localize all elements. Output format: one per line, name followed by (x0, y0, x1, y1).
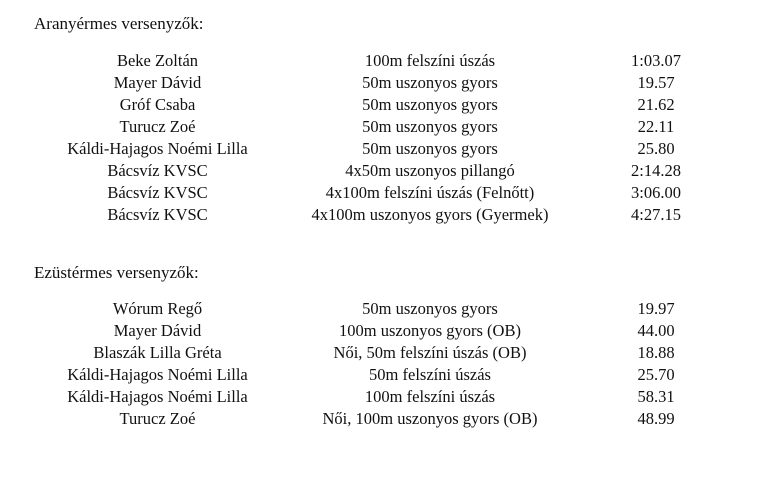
event-name: 100m felszíni úszás (364, 51, 496, 70)
competitor-name: Gróf Csaba (119, 95, 196, 114)
competitor-name: Beke Zoltán (116, 51, 199, 70)
result-time: 25.80 (637, 139, 675, 158)
result-time: 48.99 (637, 409, 675, 428)
result-time: 44.00 (637, 321, 675, 340)
competitor-name: Turucz Zoé (119, 409, 196, 428)
result-time: 1:03.07 (631, 51, 681, 70)
event-name: 50m uszonyos gyors (362, 95, 498, 114)
event-name: 50m felszíni úszás (369, 365, 491, 384)
result-time: 21.62 (637, 95, 675, 114)
table-row (0, 204, 773, 226)
competitor-name: Bácsvíz KVSC (107, 183, 208, 202)
result-time: 58.31 (637, 387, 675, 406)
result-time: 25.70 (637, 365, 675, 384)
table-row (0, 50, 773, 72)
table-row (0, 364, 773, 386)
competitor-name: Káldi-Hajagos Noémi Lilla (67, 139, 248, 158)
event-name: 4x50m uszonyos pillangó (345, 161, 515, 180)
competitor-name: Bácsvíz KVSC (107, 161, 208, 180)
competitor-name: Bácsvíz KVSC (107, 205, 208, 224)
event-name: 100m felszíni úszás (364, 387, 496, 406)
competitor-name: Turucz Zoé (119, 117, 196, 136)
result-time: 19.57 (637, 73, 675, 92)
result-time: 19.97 (637, 299, 675, 318)
silver-section-title: Ezüstérmes versenyzők: (34, 263, 199, 282)
event-name: 4x100m uszonyos gyors (Gyermek) (311, 205, 549, 224)
competitor-name: Wórum Regő (112, 299, 203, 318)
table-row (0, 138, 773, 160)
table-row (0, 72, 773, 94)
result-time: 3:06.00 (631, 183, 681, 202)
event-name: 100m uszonyos gyors (OB) (339, 321, 521, 340)
result-time: 4:27.15 (631, 205, 681, 224)
table-row (0, 160, 773, 182)
competitor-name: Mayer Dávid (113, 73, 202, 92)
event-name: 50m uszonyos gyors (362, 299, 498, 318)
event-name: Női, 50m felszíni úszás (OB) (333, 343, 527, 362)
table-row (0, 408, 773, 430)
table-row (0, 386, 773, 408)
result-time: 2:14.28 (631, 161, 681, 180)
competitor-name: Káldi-Hajagos Noémi Lilla (67, 365, 248, 384)
event-name: 50m uszonyos gyors (362, 139, 498, 158)
result-time: 18.88 (637, 343, 675, 362)
table-row (0, 298, 773, 320)
table-row (0, 320, 773, 342)
competitor-name: Blaszák Lilla Gréta (93, 343, 222, 362)
table-row (0, 182, 773, 204)
table-row (0, 94, 773, 116)
result-time: 22.11 (637, 117, 675, 136)
competitor-name: Káldi-Hajagos Noémi Lilla (67, 387, 248, 406)
table-row (0, 342, 773, 364)
event-name: Női, 100m uszonyos gyors (OB) (322, 409, 538, 428)
table-row (0, 116, 773, 138)
event-name: 50m uszonyos gyors (362, 117, 498, 136)
event-name: 50m uszonyos gyors (362, 73, 498, 92)
gold-section-title: Aranyérmes versenyzők: (34, 14, 204, 33)
competitor-name: Mayer Dávid (113, 321, 202, 340)
event-name: 4x100m felszíni úszás (Felnőtt) (325, 183, 535, 202)
